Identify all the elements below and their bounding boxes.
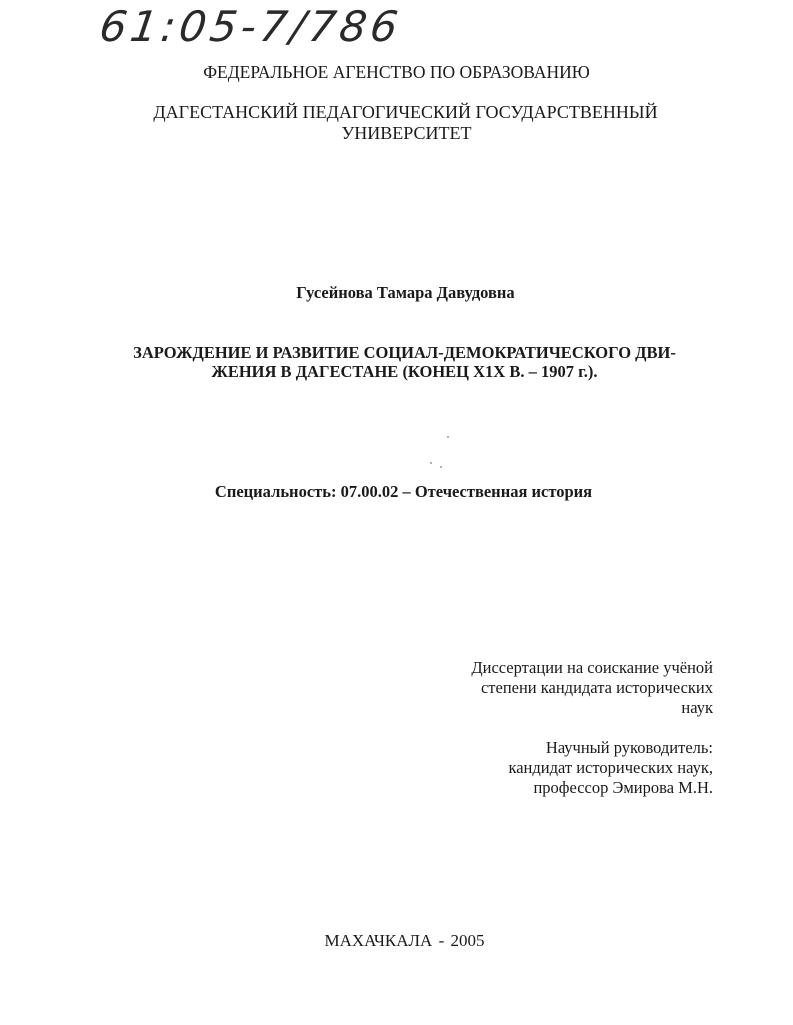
author-name: Гусейнова Тамара Давудовна bbox=[296, 283, 515, 302]
scan-speck bbox=[430, 462, 432, 464]
handwritten-registration-number: 61:05-7/786 bbox=[96, 2, 405, 51]
university-name-line-1: ДАГЕСТАНСКИЙ ПЕДАГОГИЧЕСКИЙ ГОСУДАРСТВЕННЫЙ bbox=[153, 102, 658, 122]
specialty-line: Специальность: 07.00.02 – Отечественная история bbox=[214, 482, 593, 501]
supervisor-line-2: кандидат исторических наук, bbox=[508, 758, 713, 777]
scan-speck bbox=[440, 466, 442, 468]
supervisor-line-3: профессор Эмирова М.Н. bbox=[533, 778, 713, 797]
dissertation-degree-line-1: Диссертации на соискание учёной bbox=[471, 658, 713, 677]
supervisor-block bbox=[508, 738, 713, 798]
supervisor-line-1: Научный руководитель: bbox=[545, 738, 713, 757]
agency-heading: ФЕДЕРАЛЬНОЕ АГЕНСТВО ПО ОБРАЗОВАНИЮ bbox=[203, 62, 590, 82]
dissertation-degree-block bbox=[471, 658, 713, 718]
university-name-line-2: УНИВЕРСИТЕТ bbox=[341, 123, 472, 143]
dissertation-degree-line-3: наук bbox=[681, 698, 713, 717]
city-year: МАХАЧКАЛА - 2005 bbox=[324, 931, 485, 950]
dissertation-title-line-1: ЗАРОЖДЕНИЕ И РАЗВИТИЕ СОЦИАЛ-ДЕМОКРАТИЧЕСКОГО ДВИ- bbox=[133, 343, 676, 362]
dissertation-degree-line-2: степени кандидата исторических bbox=[480, 678, 713, 697]
dissertation-title-line-2: ЖЕНИЯ В ДАГЕСТАНЕ (КОНЕЦ Х1Х В. – 1907 г.). bbox=[211, 362, 598, 381]
scan-speck bbox=[447, 436, 449, 438]
